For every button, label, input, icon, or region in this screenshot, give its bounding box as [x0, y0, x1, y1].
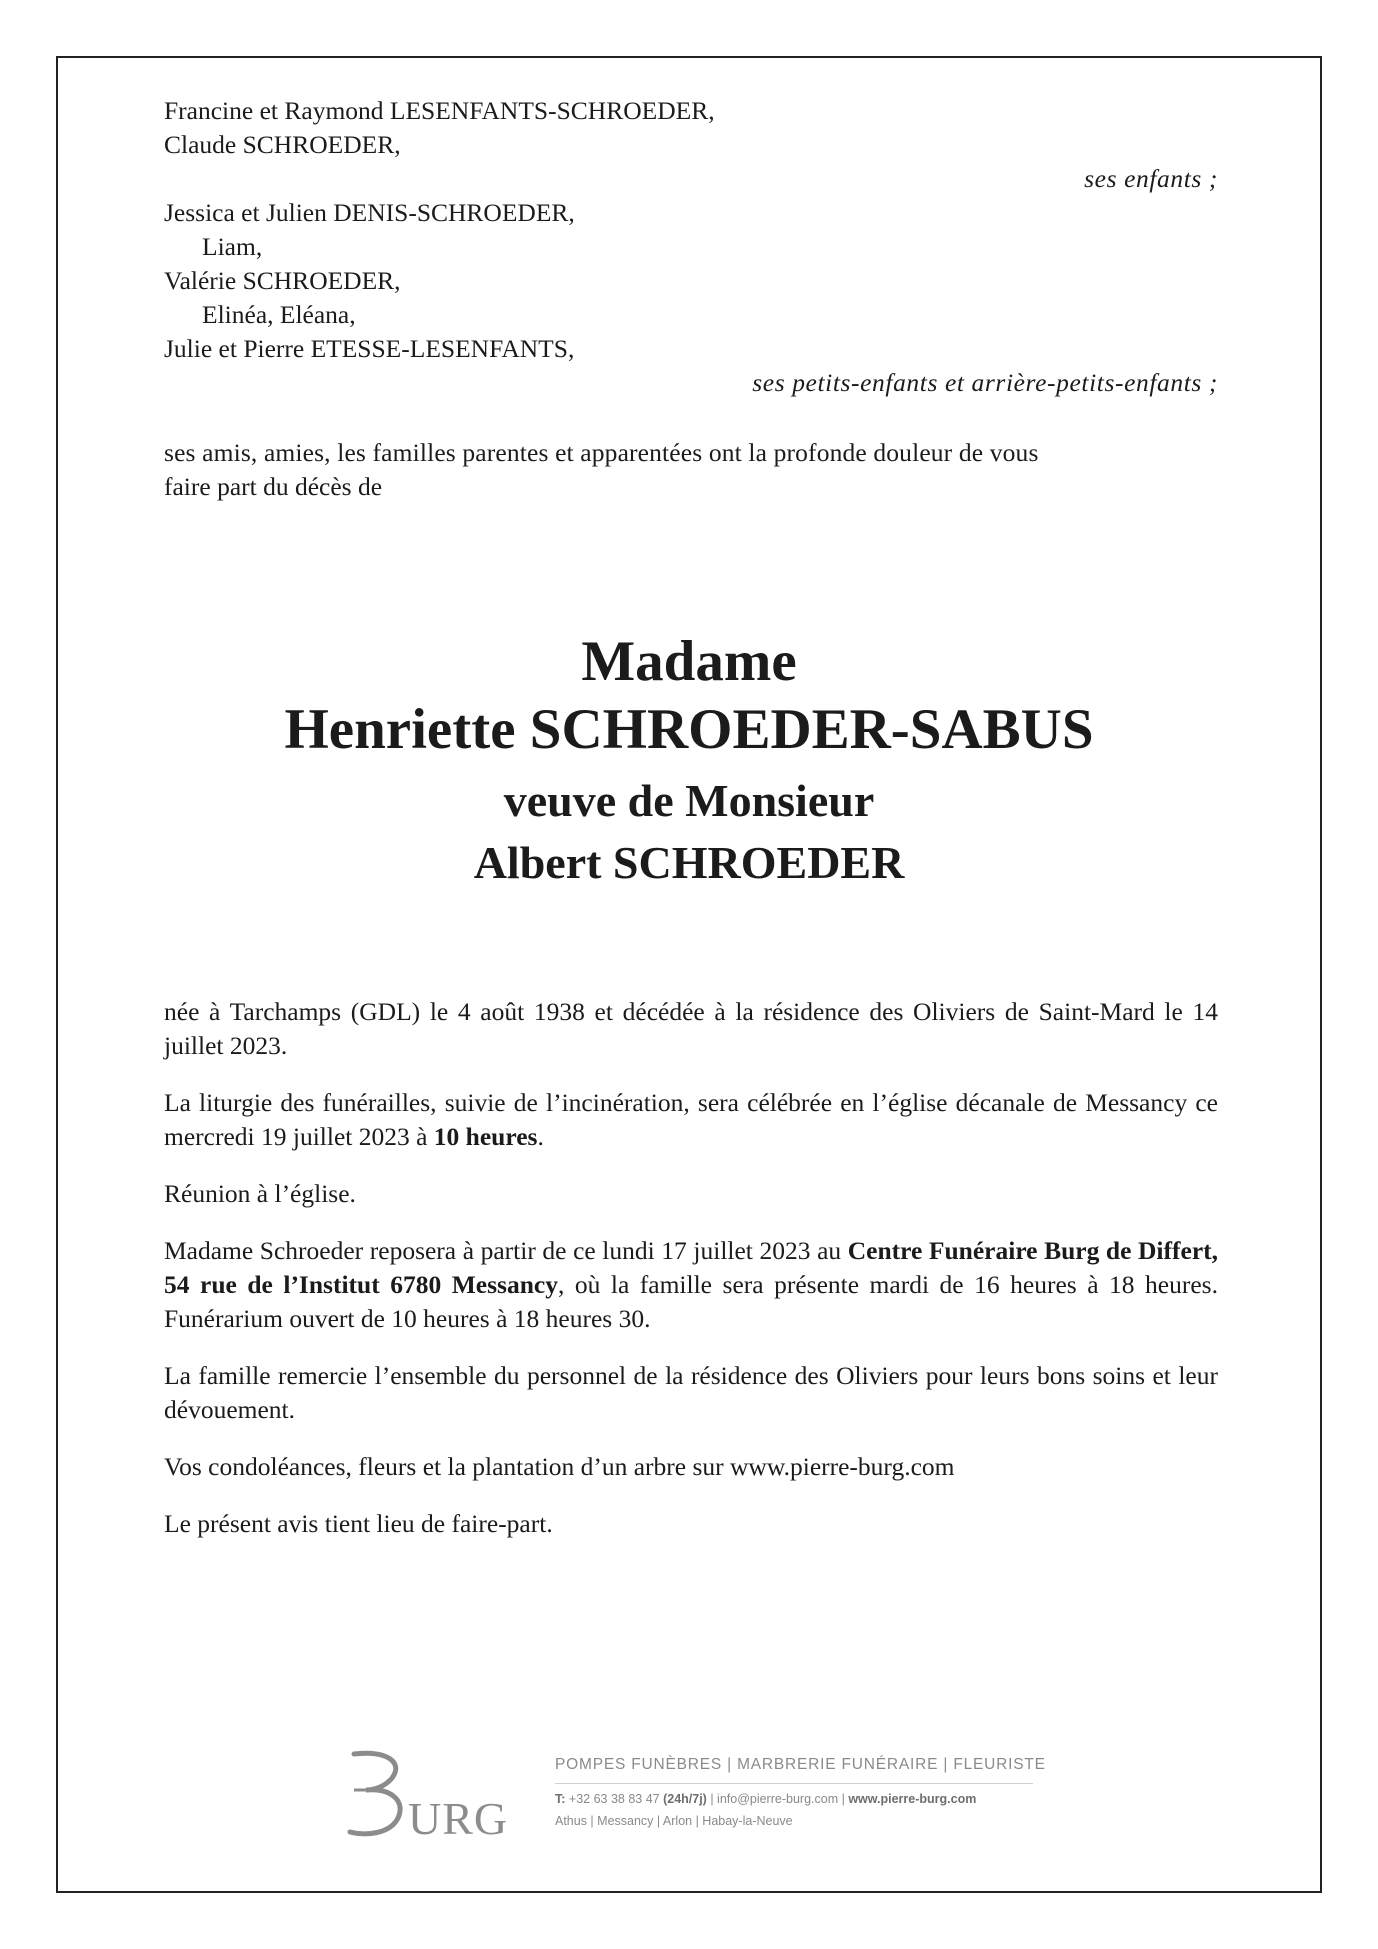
- liturgy-time: 10 heures: [433, 1122, 538, 1151]
- footer-locations: Athus | Messancy | Arlon | Habay-la-Neuve: [555, 1814, 793, 1828]
- reunion-paragraph: Réunion à l’église.: [164, 1179, 356, 1208]
- family-block: [164, 94, 1218, 504]
- children-label: ses enfants ;: [1084, 164, 1218, 193]
- rest-paragraph: [164, 1234, 1218, 1336]
- liturgy-end: .: [537, 1122, 544, 1151]
- rest-text: Madame Schroeder reposera à partir de ce lundi 17 juillet 2023 au: [164, 1236, 848, 1265]
- notice-paragraph: Le présent avis tient lieu de faire-part.: [164, 1509, 553, 1538]
- grandchildren-line-2: Liam,: [202, 232, 263, 261]
- thanks-paragraph: La famille remercie l’ensemble du personnel de la résidence des Oliviers pour leurs bons soins et leur dévouement.: [164, 1361, 1218, 1424]
- spouse-name: Albert SCHROEDER: [473, 837, 905, 888]
- rest-end: , où la famille sera présente mardi de 16 heures à 18 heures. Funérarium ouvert de 10 heures à 18 heures 30.: [164, 1270, 1218, 1333]
- phone-label: T:: [555, 1792, 566, 1806]
- liturgy-paragraph: [164, 1086, 1218, 1154]
- phone-number: +32 63 38 83 47: [565, 1792, 664, 1806]
- website-link[interactable]: www.pierre-burg.com: [848, 1792, 977, 1806]
- announce-line-1: ses amis, amies, les familles parentes et apparentées ont la profonde douleur de vous: [164, 438, 1039, 467]
- grandchildren-line-5: Julie et Pierre ETESSE-LESENFANTS,: [164, 334, 575, 363]
- liturgy-text: La liturgie des funérailles, suivie de l’incinération, sera célébrée en l’église décanale de Messancy ce mercredi 19 juillet 2023 à: [164, 1088, 1218, 1151]
- birth-death-paragraph: née à Tarchamps (GDL) le 4 août 1938 et décédée à la résidence des Oliviers de Saint-Mard le 14 juillet 2023.: [164, 997, 1218, 1060]
- logo-lettering: URG: [408, 1793, 509, 1840]
- grandchildren-label: ses petits-enfants et arrière-petits-enfants ;: [752, 368, 1218, 397]
- children-line-2: Claude SCHROEDER,: [164, 130, 401, 159]
- email-link[interactable]: | info@pierre-burg.com |: [706, 1792, 849, 1806]
- widow-of: veuve de Monsieur: [503, 775, 875, 826]
- announce-line-2: faire part du décès de: [164, 472, 383, 501]
- children-line-1: Francine et Raymond LESENFANTS-SCHROEDER,: [164, 96, 715, 125]
- phone-hours: (24h/7j): [663, 1792, 707, 1806]
- deceased-title: Madame: [581, 630, 797, 693]
- condolences-paragraph: Vos condoléances, fleurs et la plantation d’un arbre sur www.pierre-burg.com: [164, 1452, 955, 1481]
- grandchildren-line-1: Jessica et Julien DENIS-SCHROEDER,: [164, 198, 575, 227]
- deceased-name: Henriette SCHROEDER-SABUS: [284, 698, 1094, 761]
- details-block: [164, 995, 1218, 1564]
- grandchildren-line-4: Elinéa, Eléana,: [202, 300, 356, 329]
- footer-divider: [555, 1783, 1033, 1784]
- grandchildren-line-3: Valérie SCHROEDER,: [164, 266, 401, 295]
- burg-logo: [346, 1748, 511, 1840]
- footer-tagline: POMPES FUNÈBRES | MARBRERIE FUNÉRAIRE | FLEURISTE: [555, 1756, 1046, 1773]
- rest-place: Centre Funéraire Burg de Differt, 54 rue de l’Institut 6780 Messancy: [164, 1236, 1218, 1299]
- footer-contact: [555, 1792, 976, 1806]
